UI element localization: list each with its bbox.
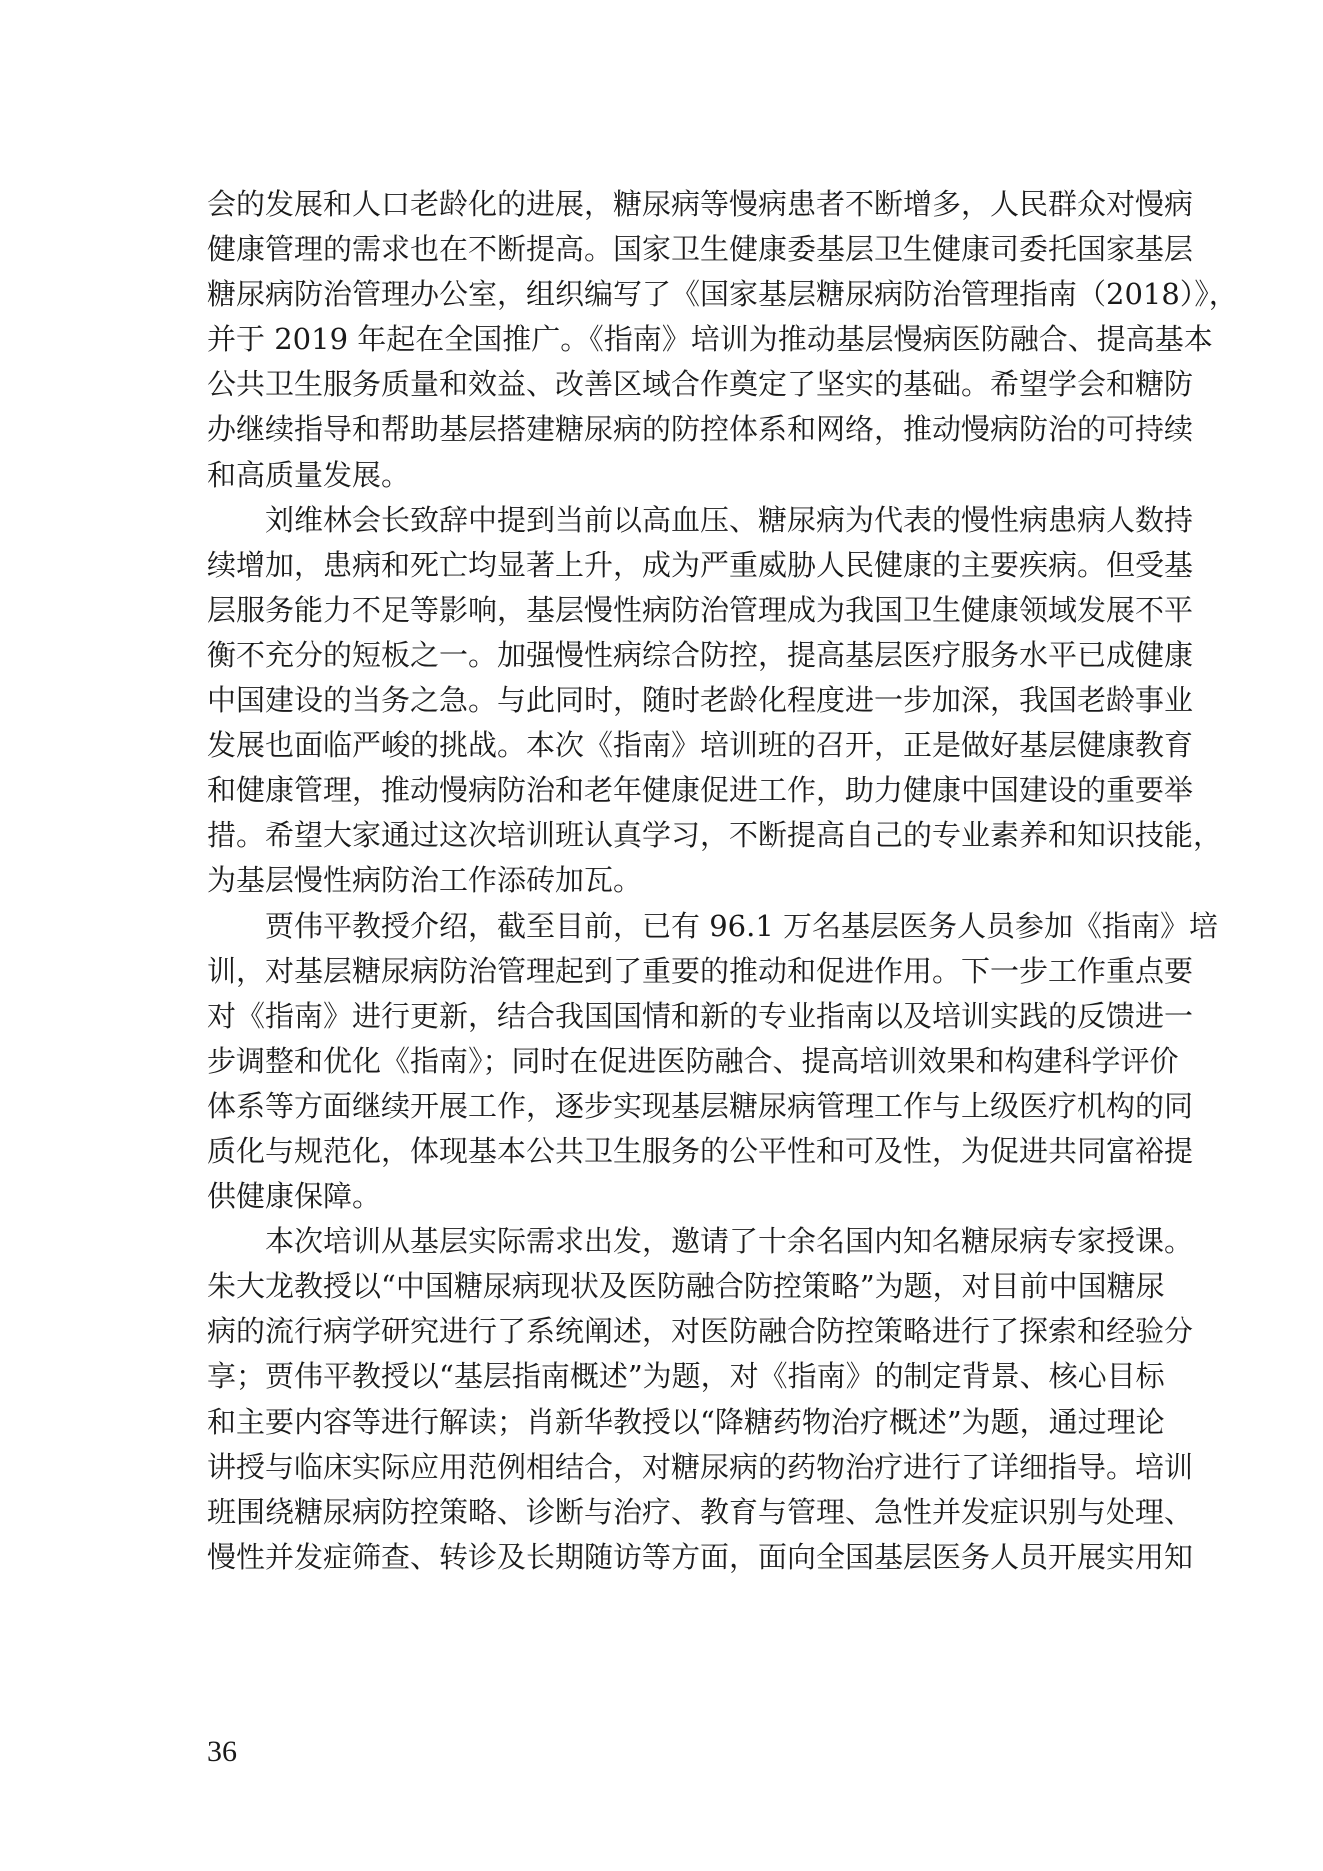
text-line: 糖尿病防治管理办公室，组织编写了《国家基层糖尿病防治管理指南（2018）》， (207, 277, 1238, 312)
text-line: 为基层慢性病防治工作添砖加瓦。 (207, 863, 643, 898)
text-line: 和健康管理，推动慢病防治和老年健康促进工作，助力健康中国建设的重要举 (207, 773, 1194, 808)
text-line: 衡不充分的短板之一。加强慢性病综合防控，提高基层医疗服务水平已成健康 (207, 637, 1194, 672)
text-line: 健康管理的需求也在不断提高。国家卫生健康委基层卫生健康司委托国家基层 (207, 232, 1194, 267)
text-line: 会的发展和人口老龄化的进展，糖尿病等慢病患者不断增多，人民群众对慢病 (207, 187, 1194, 221)
text-line: 步调整和优化《指南》；同时在促进医防融合、提高培训效果和构建科学评价 (207, 1043, 1179, 1078)
text-line: 质化与规范化，体现基本公共卫生服务的公平性和可及性，为促进共同富裕提 (207, 1133, 1194, 1168)
text-line: 续增加，患病和死亡均显著上升，成为严重威胁人民健康的主要疾病。但受基 (207, 547, 1194, 582)
text-line: 和高质量发展。 (207, 457, 411, 492)
text-line: 训，对基层糖尿病防治管理起到了重要的推动和促进作用。下一步工作重点要 (207, 953, 1194, 988)
text-line: 病的流行病学研究进行了系统阐述，对医防融合防控策略进行了探索和经验分 (207, 1314, 1194, 1349)
text-line: 公共卫生服务质量和效益、改善区域合作奠定了坚实的基础。希望学会和糖防 (207, 367, 1194, 402)
text-line: 刘维林会长致辞中提到当前以高血压、糖尿病为代表的慢性病患病人数持 (207, 502, 1194, 537)
text-line: 朱大龙教授以“中国糖尿病现状及医防融合防控策略”为题，对目前中国糖尿 (207, 1269, 1165, 1304)
page-number: 36 (207, 1735, 237, 1768)
text-line: 供健康保障。 (207, 1179, 382, 1214)
text-line: 慢性并发症筛查、转诊及长期随访等方面，面向全国基层医务人员开展实用知 (207, 1539, 1194, 1574)
text-line: 班围绕糖尿病防控策略、诊断与治疗、教育与管理、急性并发症识别与处理、 (207, 1494, 1194, 1529)
text-line: 贾伟平教授介绍，截至目前，已有 96.1 万名基层医务人员参加《指南》培 (207, 908, 1219, 943)
text-line: 本次培训从基层实际需求出发，邀请了十余名国内知名糖尿病专家授课。 (207, 1224, 1194, 1259)
text-line: 体系等方面继续开展工作，逐步实现基层糖尿病管理工作与上级医疗机构的同 (207, 1088, 1194, 1123)
text-line: 发展也面临严峻的挑战。本次《指南》培训班的召开，正是做好基层健康教育 (207, 728, 1194, 763)
text-line: 层服务能力不足等影响，基层慢性病防治管理成为我国卫生健康领域发展不平 (207, 592, 1194, 627)
text-line: 对《指南》进行更新，结合我国国情和新的专业指南以及培训实践的反馈进一 (207, 998, 1194, 1033)
text-line: 办继续指导和帮助基层搭建糖尿病的防控体系和网络，推动慢病防治的可持续 (207, 412, 1194, 447)
text-line: 享；贾伟平教授以“基层指南概述”为题，对《指南》的制定背景、核心目标 (207, 1359, 1165, 1394)
text-line: 中国建设的当务之急。与此同时，随时老龄化程度进一步加深，我国老龄事业 (207, 683, 1194, 718)
text-line: 和主要内容等进行解读；肖新华教授以“降糖药物治疗概述”为题，通过理论 (207, 1404, 1165, 1439)
text-line: 措。希望大家通过这次培训班认真学习，不断提高自己的专业素养和知识技能， (207, 818, 1223, 853)
text-line: 并于 2019 年起在全国推广。《指南》培训为推动基层慢病医防融合、提高基本 (207, 322, 1213, 357)
body-text (207, 182, 1238, 1580)
text-line: 讲授与临床实际应用范例相结合，对糖尿病的药物治疗进行了详细指导。培训 (207, 1449, 1194, 1484)
